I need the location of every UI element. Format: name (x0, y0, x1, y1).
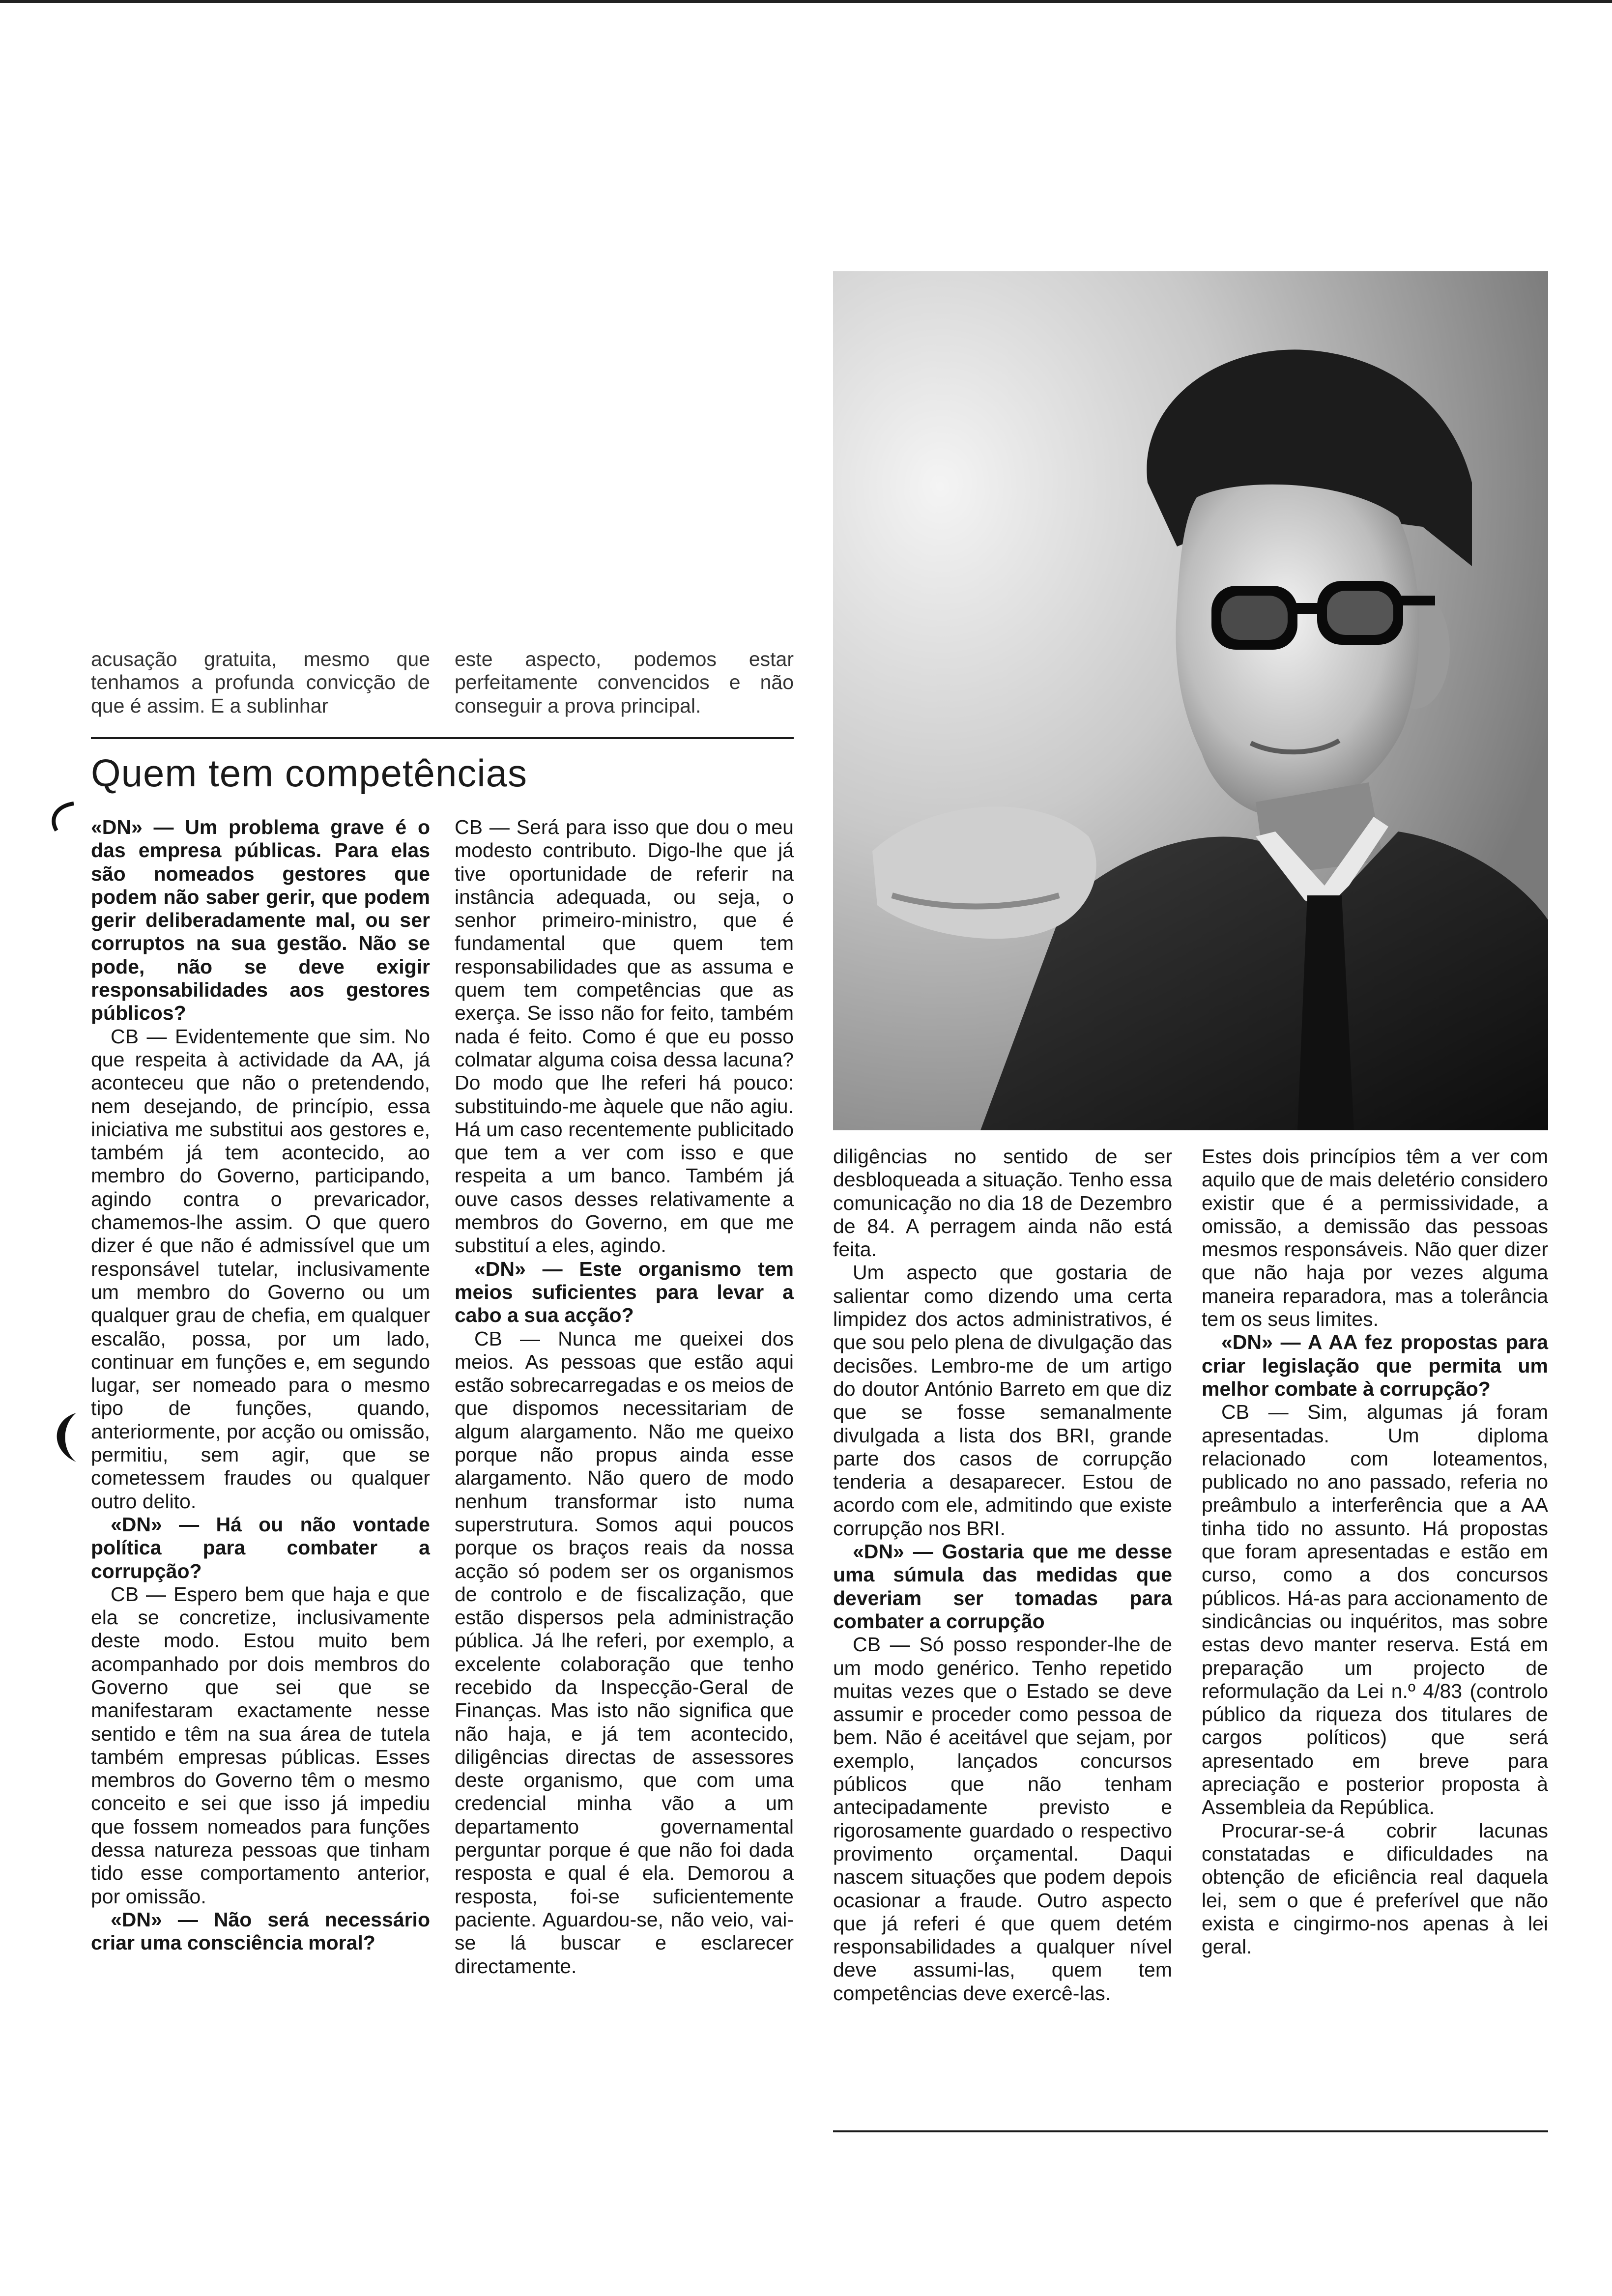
question-paragraph: «DN» — Um problema grave é o das empresa públicas. Para elas são nomeados gestores que podem não saber gerir, que podem gerir deliberadamente mal, ou ser corruptos na sua gestão. Não se pode, não se deve exigir responsabilidades aos gestores públicos? (91, 816, 430, 1025)
article-column-4 (1202, 1145, 1548, 1958)
page-top-rule (0, 0, 1612, 3)
answer-paragraph: CB — Só posso responder-lhe de um modo genérico. Tenho repetido muitas vezes que o Estado se deve assumir e proceder como pessoa de bem. Não é aceitável que sejam, por exemplo, lançados concursos públicos que não tenham antecipadamente previsto e rigorosamente guardado o respectivo provimento orçamental. Daqui nascem situações que podem depois ocasionar a fraude. Outro aspecto que já referi é que quem detém responsabilidades a qualquer nível deve assumi-las, quem tem competências deve exercê-las. (833, 1633, 1172, 2005)
intro-text-2: este aspecto, podemos estar perfeitamente convencidos e não conseguir a prova principal. (455, 648, 794, 717)
answer-paragraph: diligências no sentido de ser desbloqueada a situação. Tenho essa comunicação no dia 18 de Dezembro de 84. A perragem ainda não está feita. (833, 1145, 1172, 1261)
answer-paragraph: Procurar-se-á cobrir lacunas constatadas e dificuldades na obtenção de eficiência real daquela lei, sem o que é preferível que não exista e cingirmo-nos apenas à lei geral. (1202, 1819, 1548, 1958)
answer-paragraph: Estes dois princípios têm a ver com aquilo que de mais deletério considero existir que é a permissividade, a omissão, a demissão das pessoas mesmos responsáveis. Não quer dizer que não haja por vezes alguma maneira reparadora, mas a tolerância tem os seus limites. (1202, 1145, 1548, 1331)
question-paragraph: «DN» — Não será necessário criar uma consciência moral? (91, 1908, 430, 1954)
question-paragraph: «DN» — Gostaria que me desse uma súmula das medidas que deveriam ser tomadas para combater a corrupção (833, 1540, 1172, 1633)
answer-paragraph: CB — Sim, algumas já foram apresentadas. Um diploma relacionado com loteamentos, publicado no ano passado, referia no preâmbulo a interferência que a AA tinha tido no assunto. Há propostas que foram apresentadas e estão em curso, como a dos concursos públicos. Há-as para accionamento de sindicâncias ou inquéritos, mas sobre estas devo manter reserva. Está em preparação um projecto de reformulação da Lei n.º 4/83 (controlo público da riqueza dos titulares de cargos políticos) que será apresentado em breve para apreciação e posterior proposta à Assembleia da República. (1202, 1401, 1548, 1819)
intro-column-1 (91, 648, 430, 718)
section-headline: Quem tem competências (91, 751, 528, 795)
answer-paragraph: Um aspecto que gostaria de salientar como dizendo uma certa limpidez dos actos administrativos, é que sou pelo plena de divulgação das decisões. Lembro-me de um artigo do doutor António Barreto em que diz que se fosse semanalmente divulgada a lista dos BRI, grande parte dos casos de corrupção tenderia a desaparecer. Estou de acordo com ele, admitindo que existe corrupção nos BRI. (833, 1261, 1172, 1540)
article-column-3 (833, 1145, 1172, 2005)
article-column-1 (91, 816, 430, 1955)
question-paragraph: «DN» — A AA fez propostas para criar legislação que permita um melhor combate à corrupção? (1202, 1331, 1548, 1400)
bottom-rule (833, 2130, 1548, 2132)
binder-hole-mark (47, 801, 76, 835)
answer-paragraph: CB — Espero bem que haja e que ela se concretize, inclusivamente deste modo. Estou muito bem acompanhado por dois membros do Governo que sei que se manifestaram exactamente nesse sentido e têm na sua área de tutela também empresas públicas. Esses membros do Governo têm o mesmo conceito e sei que isso já impediu que fossem nomeados para funções dessa natureza pessoas que tinham tido esse comportamento anterior, por omissão. (91, 1582, 430, 1908)
intro-text-1: acusação gratuita, mesmo que tenhamos a profunda convicção de que é assim. E a sublinhar (91, 648, 430, 717)
answer-paragraph: CB — Nunca me queixei dos meios. As pessoas que estão aqui estão sobrecarregadas e os meios de que dispomos necessitariam de algum alargamento. Não me queixo porque não propus ainda esse alargamento. Não quero de modo nenhum transformar isto numa superstrutura. Somos aqui poucos porque os braços reais da nossa acção só podem ser os organismos de controlo e de fiscalização, que estão dispersos pela administração pública. Já lhe referi, por exemplo, a excelente colaboração que tenho recebido da Inspecção-Geral de Finanças. Mas isto não significa que não haja, e já tem acontecido, diligências directas de assessores deste organismo, que com uma credencial minha vão a um departamento governamental perguntar porque é que não foi dada resposta e qual é ela. Demorou a resposta, foi-se suficientemente paciente. Aguardou-se, não veio, vai-se lá buscar e esclarecer directamente. (455, 1327, 794, 1978)
question-paragraph: «DN» — Este organismo tem meios suficientes para levar a cabo a sua acção? (455, 1257, 794, 1327)
article-column-2 (455, 816, 794, 1978)
section-divider (91, 737, 794, 739)
binder-hole-mark (42, 1410, 81, 1464)
answer-paragraph: CB — Será para isso que dou o meu modesto contributo. Digo-lhe que já tive oportunidade de referir na instância adequada, ou seja, o senhor primeiro-ministro, que é fundamental que quem tem responsabilidades que as assuma e quem tem competências que as exerça. Se isso não for feito, também nada é feito. Como é que eu posso colmatar alguma coisa dessa lacuna? Do modo que lhe referi há pouco: substituindo-me àquele que não agiu. Há um caso recentemente publicitado que tem a ver com isso e que respeita a um banco. Também já ouve casos desses relativamente a membros do Governo, em que me substituí a eles, agindo. (455, 816, 794, 1257)
portrait-photo (833, 271, 1548, 1130)
portrait-photo-image (833, 271, 1548, 1130)
answer-paragraph: CB — Evidentemente que sim. No que respeita à actividade da AA, já aconteceu que não o pretendendo, nem desejando, de princípio, essa iniciativa me substitui aos gestores e, também já tem acontecido, ao membro do Governo, participando, agindo contra o prevaricador, chamemos-lhe assim. O que quero dizer é que não é admissível que um responsável tutelar, inclusivamente um membro do Governo ou um qualquer grau de chefia, em qualquer escalão, possa, por um lado, continuar em funções e, em segundo lugar, ser nomeado para o mesmo tipo de funções, quando, anteriormente, por acção ou omissão, permitiu, sem agir, que se cometessem fraudes ou qualquer outro delito. (91, 1025, 430, 1513)
question-paragraph: «DN» — Há ou não vontade política para combater a corrupção? (91, 1513, 430, 1582)
intro-column-2 (455, 648, 794, 718)
